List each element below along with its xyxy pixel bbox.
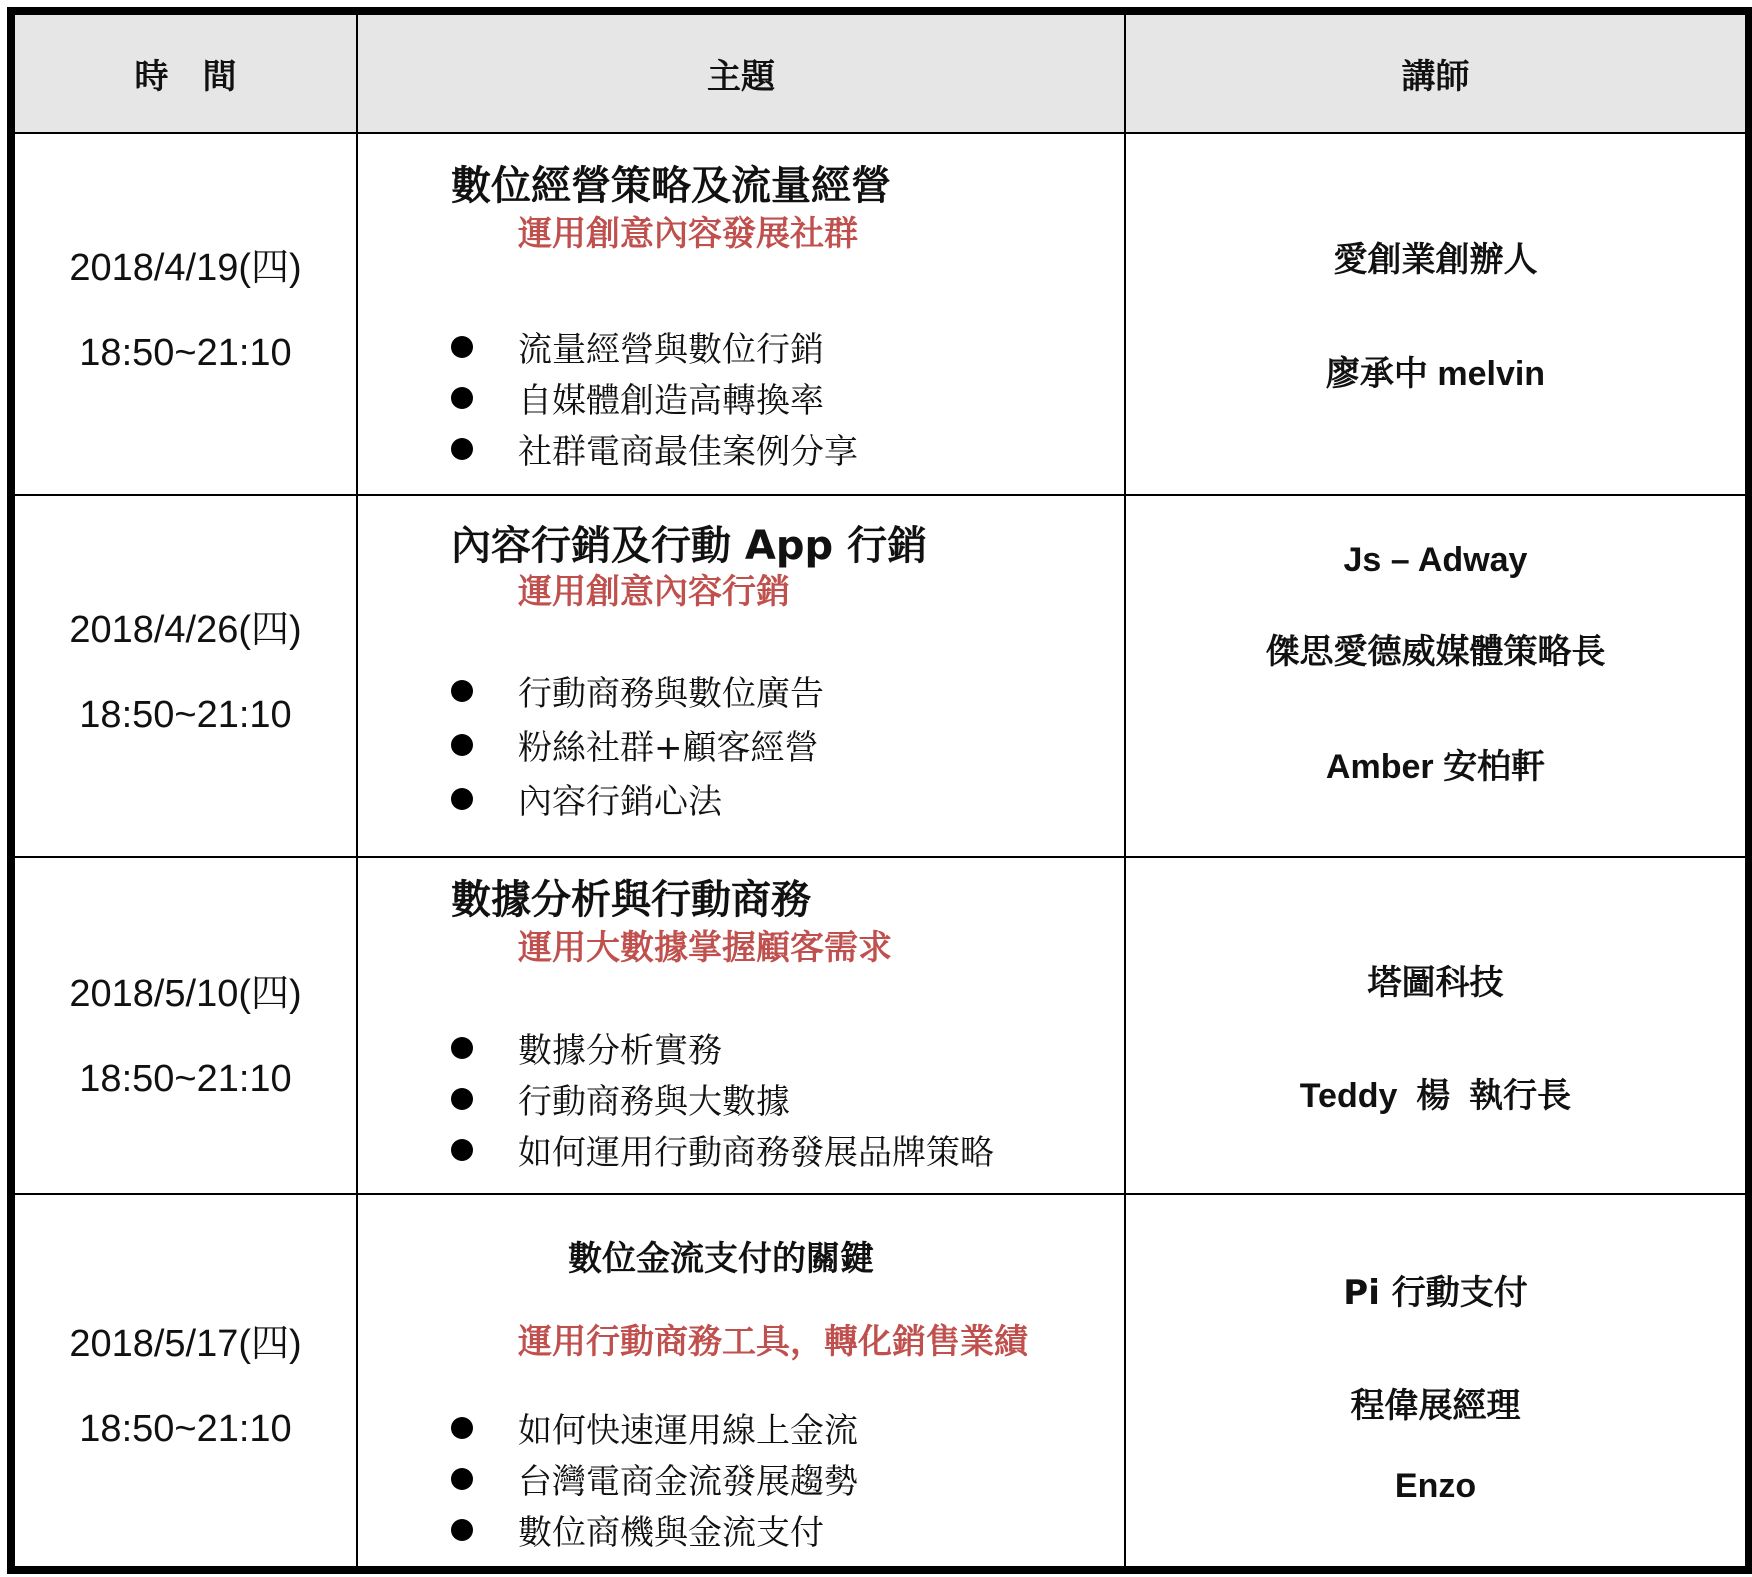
- session-lecturer-cell: [1126, 496, 1745, 856]
- bullet-dot: [451, 1417, 473, 1439]
- bullet-dot: [451, 1139, 473, 1161]
- bullet-dot: [451, 680, 473, 702]
- topic-bullet: 如何快速運用線上金流: [518, 1411, 858, 1451]
- lecturer-line: 傑思愛德威媒體策略長: [1265, 632, 1606, 672]
- topic-bullet: 流量經營與數位行銷: [518, 330, 824, 370]
- session-topic-cell: [358, 496, 1124, 856]
- bullet-dot: [451, 438, 473, 460]
- session-date: 2018/5/10(四): [69, 973, 302, 1015]
- topic-bullet: 行動商務與大數據: [518, 1082, 790, 1122]
- session-time-cell: [15, 496, 356, 856]
- topic-bullet: 數據分析實務: [518, 1031, 722, 1071]
- topic-subtitle: 運用創意內容行銷: [518, 572, 790, 612]
- header-topic: 主題: [358, 15, 1124, 132]
- lecturer-line: 程偉展經理: [1350, 1386, 1521, 1426]
- session-lecturer-cell: [1126, 1195, 1745, 1566]
- lecturer-line: Amber 安柏軒: [1325, 748, 1546, 786]
- session-topic-cell: [358, 134, 1124, 494]
- session-hours: 18:50~21:10: [79, 1408, 292, 1450]
- lecturer-line: Enzo: [1394, 1467, 1477, 1505]
- topic-bullet: 數位商機與金流支付: [518, 1513, 824, 1553]
- topic-title: 內容行銷及行動 App 行銷: [451, 523, 928, 569]
- topic-bullet: 社群電商最佳案例分享: [518, 432, 858, 472]
- session-time-cell: [15, 1195, 356, 1566]
- session-date: 2018/4/26(四): [69, 609, 302, 651]
- lecturer-line: 廖承中 melvin: [1325, 355, 1546, 393]
- schedule-table: [7, 7, 1752, 1574]
- session-time-cell: [15, 134, 356, 494]
- session-hours: 18:50~21:10: [79, 694, 292, 736]
- lecturer-line: Pi 行動支付: [1343, 1273, 1528, 1313]
- bullet-dot: [451, 1088, 473, 1110]
- topic-subtitle: 運用行動商務工具，轉化銷售業績: [518, 1322, 1028, 1362]
- lecturer-line: 愛創業創辦人: [1333, 240, 1538, 280]
- header-lecturer: 講師: [1126, 15, 1745, 132]
- session-hours: 18:50~21:10: [79, 1058, 292, 1100]
- bullet-dot: [451, 1468, 473, 1490]
- topic-subtitle: 運用創意內容發展社群: [518, 214, 858, 254]
- lecturer-line: 塔圖科技: [1367, 963, 1504, 1003]
- bullet-dot: [451, 336, 473, 358]
- bullet-dot: [451, 788, 473, 810]
- session-topic-cell: [358, 858, 1124, 1193]
- bullet-dot: [451, 387, 473, 409]
- topic-title: 數位經營策略及流量經營: [451, 163, 891, 209]
- bullet-dot: [451, 1519, 473, 1541]
- session-topic-cell: [358, 1195, 1124, 1566]
- topic-bullet: 台灣電商金流發展趨勢: [518, 1462, 858, 1502]
- topic-bullet: 自媒體創造高轉換率: [518, 381, 824, 421]
- header-time: 時 間: [15, 15, 356, 132]
- topic-bullet: 如何運用行動商務發展品牌策略: [518, 1133, 994, 1173]
- topic-subtitle: 運用大數據掌握顧客需求: [518, 928, 892, 968]
- session-date: 2018/4/19(四): [69, 247, 302, 289]
- bullet-dot: [451, 1037, 473, 1059]
- session-date: 2018/5/17(四): [69, 1323, 302, 1365]
- topic-bullet: 粉絲社群+顧客經營: [518, 728, 819, 768]
- session-lecturer-cell: [1126, 134, 1745, 494]
- lecturer-line: Teddy 楊 執行長: [1299, 1077, 1572, 1115]
- session-time-cell: [15, 858, 356, 1193]
- topic-bullet: 內容行銷心法: [518, 782, 722, 822]
- topic-title: 數位金流支付的關鍵: [568, 1239, 874, 1279]
- bullet-dot: [451, 734, 473, 756]
- topic-title: 數據分析與行動商務: [451, 877, 811, 923]
- session-hours: 18:50~21:10: [79, 332, 292, 374]
- session-lecturer-cell: [1126, 858, 1745, 1193]
- lecturer-line: Js – Adway: [1343, 541, 1528, 579]
- topic-bullet: 行動商務與數位廣告: [518, 674, 824, 714]
